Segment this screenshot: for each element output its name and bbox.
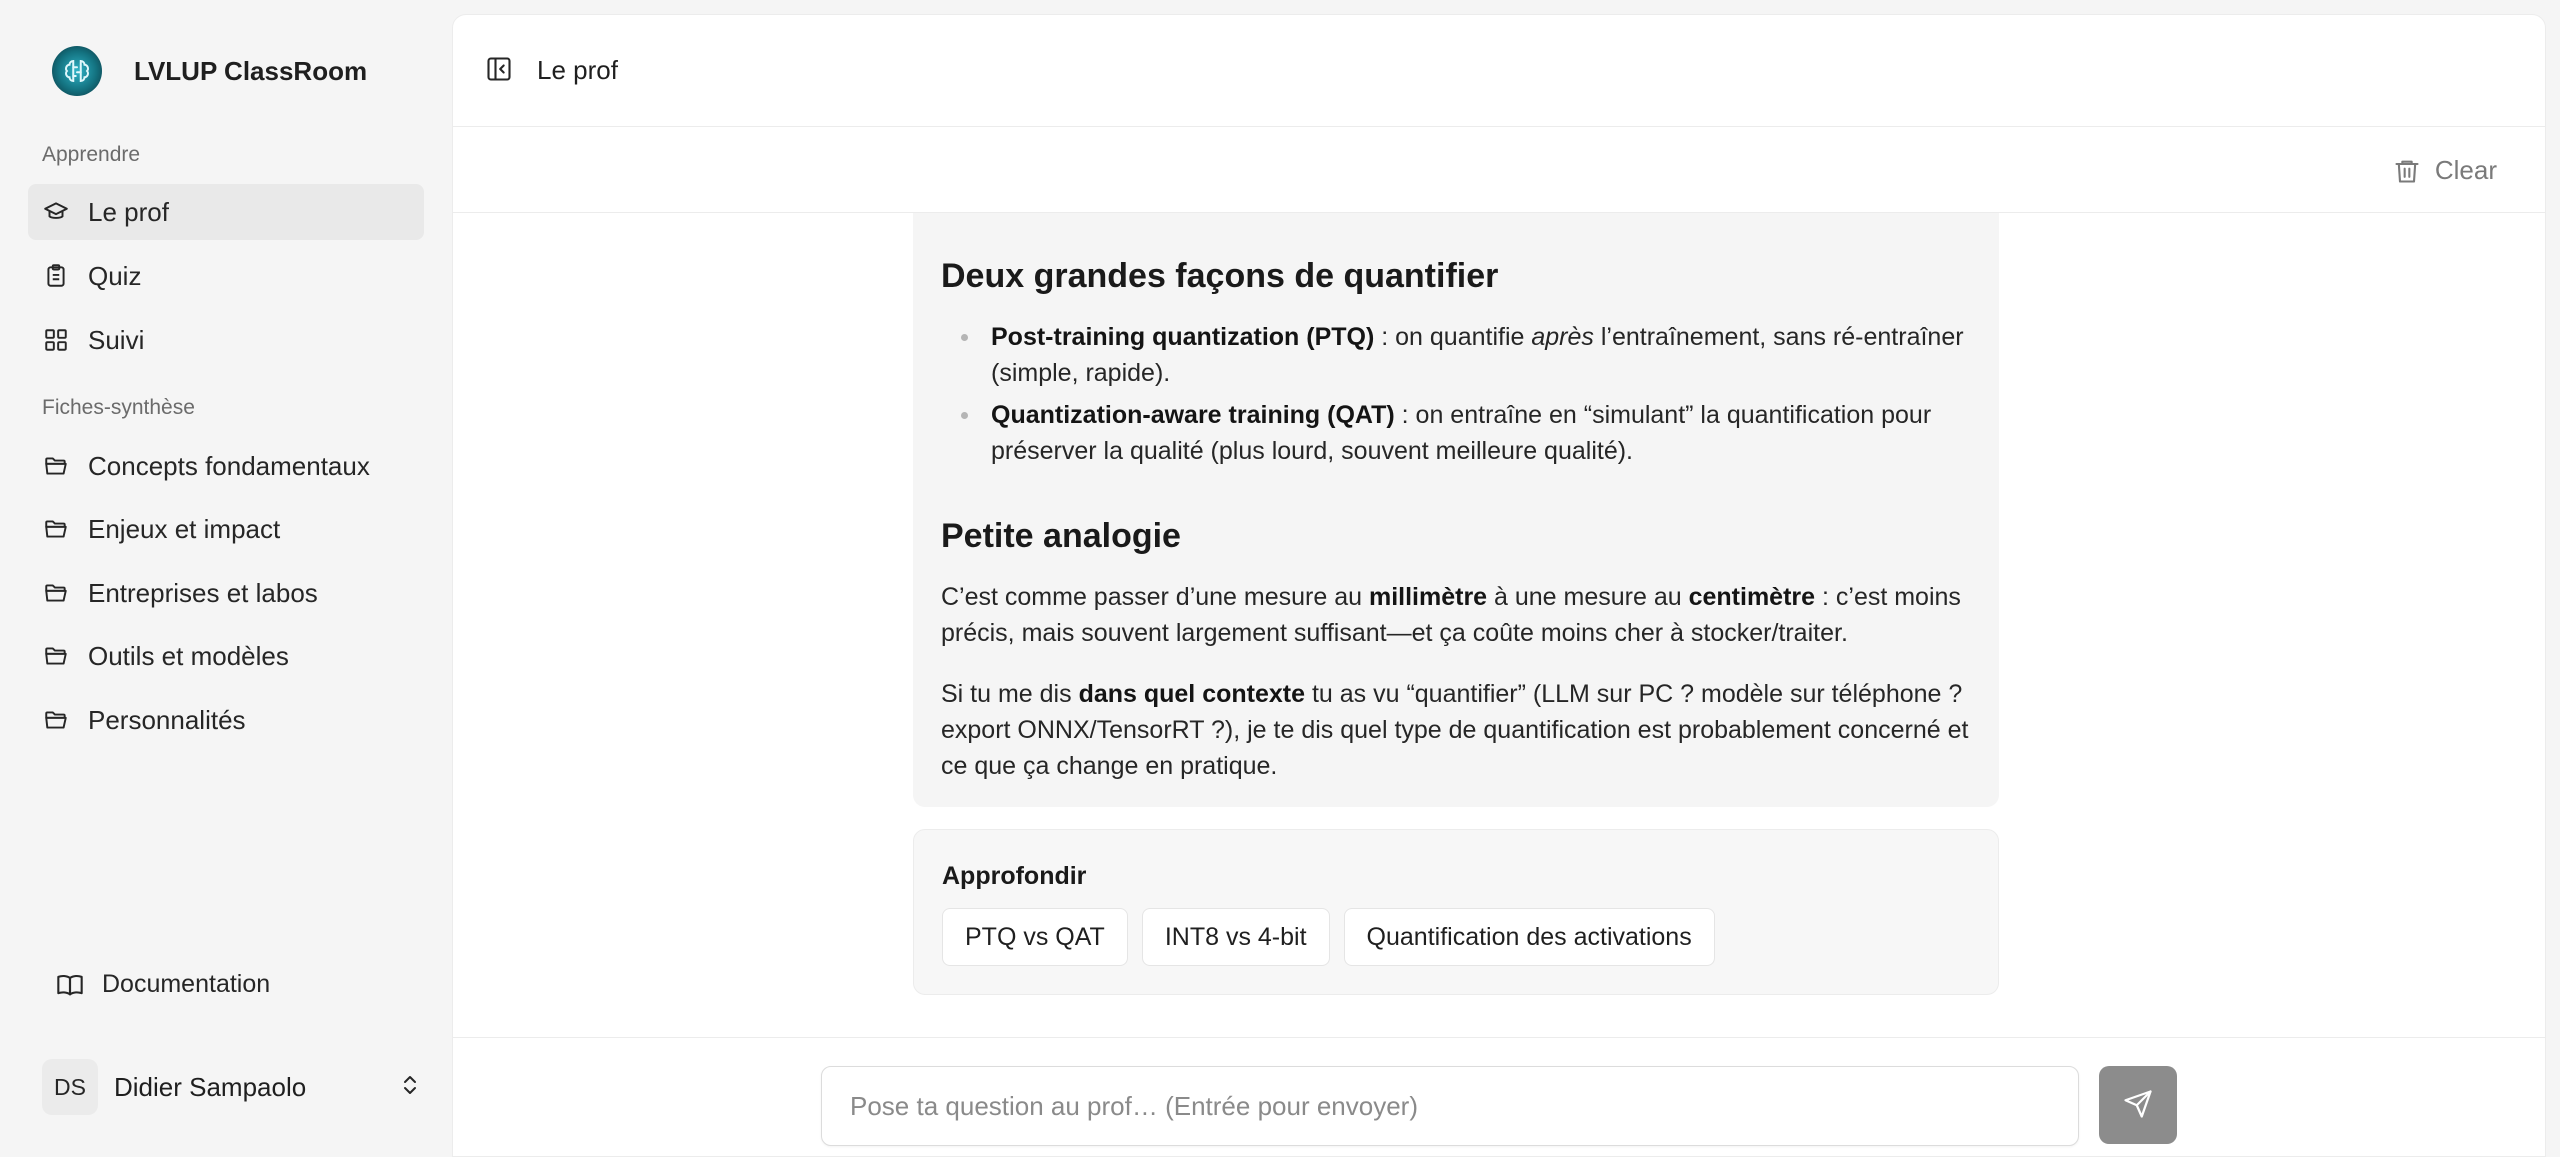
sidebar-item-personnalites[interactable] (28, 692, 424, 748)
folder-icon (42, 515, 70, 543)
message-heading: Petite analogie (941, 517, 1181, 555)
top-bar (453, 15, 2545, 127)
paragraph-text: à une mesure au (1487, 583, 1689, 611)
suggestion-chip-ptq-vs-qat[interactable]: PTQ vs QAT (942, 908, 1128, 966)
sidebar-item-label: Le prof (88, 196, 169, 227)
clipboard-icon (42, 262, 70, 290)
brand[interactable] (52, 46, 367, 96)
paragraph-bold: dans quel contexte (1078, 680, 1306, 708)
bullet-text: l’entraînement, sans ré-entraîner (simple, rapide). (991, 323, 1964, 387)
paragraph-text: C’est comme passer d’une mesure au (941, 583, 1369, 611)
chevron-up-down-icon (398, 1073, 422, 1102)
question-input[interactable] (821, 1066, 2079, 1146)
folder-icon (42, 579, 70, 607)
grid-icon (42, 326, 70, 354)
folder-icon (42, 706, 70, 734)
bullet-text: : on entraîne en “simulant” la quantification pour préserver la qualité (plus lourd, souvent meilleure qualité). (991, 401, 1932, 465)
paragraph-bold: centimètre (1688, 583, 1816, 611)
list-item (991, 319, 1971, 391)
suggestions-title: Approfondir (942, 862, 1087, 890)
sidebar-item-label: Suivi (88, 324, 145, 355)
bullet-text: : on quantifie (1374, 323, 1532, 351)
sidebar-item-label: Entreprises et labos (88, 577, 318, 608)
sidebar (0, 0, 450, 1157)
sidebar-item-label: Quiz (88, 260, 142, 291)
sidebar-item-label: Enjeux et impact (88, 513, 281, 544)
send-button[interactable] (2099, 1066, 2177, 1144)
sidebar-item-entreprises-et-labos[interactable] (28, 565, 424, 621)
sidebar-item-enjeux-et-impact[interactable] (28, 501, 424, 557)
trash-icon (2393, 157, 2421, 185)
user-name: Didier Sampaolo (114, 1071, 307, 1102)
suggestion-chip-int8-vs-4bit[interactable]: INT8 vs 4-bit (1142, 908, 1330, 966)
clear-button[interactable] (2393, 155, 2497, 186)
bullet-dot (961, 412, 968, 419)
list-item (991, 397, 1971, 469)
sidebar-item-label: Personnalités (88, 704, 246, 735)
paragraph-text: tu as vu “quantifier” (LLM sur PC ? modèle sur téléphone ? export ONNX/TensorRT ?), je te dis quel type de quantification est probablement concerné et ce que ça change en pratique. (941, 680, 1969, 780)
message-paragraph (941, 676, 1971, 784)
user-menu[interactable] (42, 1059, 422, 1115)
brand-name: LVLUP ClassRoom (134, 55, 368, 86)
bullet-term: Quantization-aware training (QAT) (991, 401, 1395, 429)
section-label-sheets: Fiches-synthèse (42, 396, 195, 419)
paragraph-text: Si tu me dis (941, 680, 1079, 708)
book-open-icon (56, 971, 84, 999)
main-panel (452, 14, 2546, 1157)
paragraph-bold: millimètre (1368, 583, 1488, 611)
bullet-emphasis: après (1531, 323, 1594, 351)
section-label-learn: Apprendre (42, 143, 141, 166)
documentation-label: Documentation (102, 970, 271, 998)
suggestion-chip-activations[interactable]: Quantification des activations (1344, 908, 1715, 966)
avatar: DS (42, 1059, 98, 1115)
page-title: Le prof (537, 55, 618, 85)
send-icon (2123, 1089, 2153, 1122)
documentation-link[interactable] (56, 970, 270, 999)
brain-icon (52, 46, 102, 96)
sidebar-item-concepts-fondamentaux[interactable] (28, 438, 424, 494)
suggestion-chips (942, 908, 1715, 966)
sidebar-item-label: Concepts fondamentaux (88, 450, 370, 481)
folder-icon (42, 452, 70, 480)
message-heading: Deux grandes façons de quantifier (941, 257, 1499, 295)
graduation-cap-icon (42, 198, 70, 226)
composer-area (453, 1037, 2545, 1157)
sidebar-item-label: Outils et modèles (88, 640, 289, 671)
sidebar-item-quiz[interactable] (28, 248, 424, 304)
clear-label: Clear (2434, 155, 2497, 185)
folder-icon (42, 642, 70, 670)
sidebar-item-outils-et-modeles[interactable] (28, 628, 424, 684)
chat-toolbar (453, 127, 2545, 213)
suggestions-panel (913, 829, 1999, 995)
bullet-dot (961, 334, 968, 341)
sidebar-toggle-icon[interactable] (485, 55, 515, 85)
message-paragraph (941, 579, 1971, 651)
paragraph-text: : c’est moins précis, mais souvent largement suffisant—et ça coûte moins cher à stocker/traiter. (941, 583, 1961, 647)
assistant-message (913, 213, 1999, 807)
sidebar-item-suivi[interactable] (28, 312, 424, 368)
sidebar-item-le-prof[interactable] (28, 184, 424, 240)
bullet-term: Post-training quantization (PTQ) (991, 323, 1375, 351)
